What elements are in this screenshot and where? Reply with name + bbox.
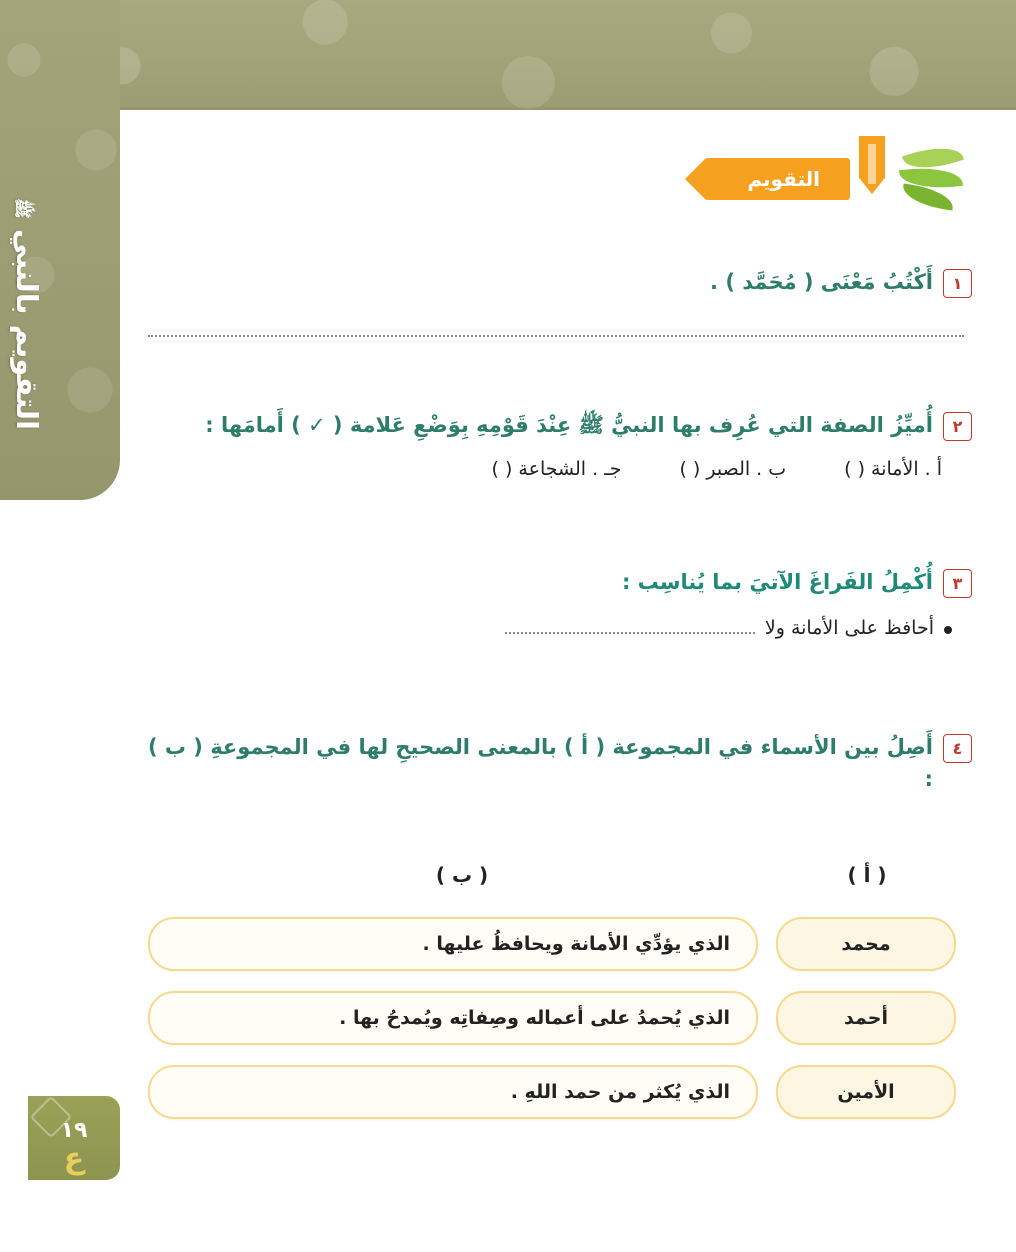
question-2-options xyxy=(142,458,972,480)
question-4-number: ٤ xyxy=(943,734,972,763)
bullet-icon xyxy=(944,626,952,634)
question-1 xyxy=(142,267,972,337)
leaves-icon xyxy=(888,143,970,215)
question-3-number: ٣ xyxy=(943,569,972,598)
meaning-pill[interactable]: الذي يؤدِّي الأمانة ويحافظُ عليها . xyxy=(148,917,758,971)
decorative-side-band xyxy=(0,0,120,500)
option-c[interactable]: جـ . الشجاعة ( ) xyxy=(491,457,622,480)
question-3-bullet-text: أحافظ على الأمانة ولا xyxy=(764,616,934,639)
page-number-badge xyxy=(28,1096,120,1180)
question-2-head xyxy=(142,410,972,442)
column-b-header: ( ب ) xyxy=(435,863,489,887)
question-3-text: أُكْمِلُ الفَراغَ الآتيَ بما يُناسِب : xyxy=(621,570,933,594)
worksheet-content xyxy=(120,112,990,1232)
question-2-text: أُميِّزُ الصفة التي عُرِف بها النبيُّ ﷺ عِنْدَ قَوْمِهِ بِوَضْعِ عَلامة ( ✓ ) أَمامَها : xyxy=(205,413,933,437)
question-4-head xyxy=(142,732,972,795)
question-4 xyxy=(142,732,972,1139)
question-3-head xyxy=(142,567,972,599)
name-pill[interactable]: محمد xyxy=(776,917,956,971)
table-row xyxy=(142,917,972,971)
question-1-number: ١ xyxy=(943,269,972,298)
question-1-text: أَكْتُبُ مَعْنَى ( مُحَمَّد ) . xyxy=(710,270,933,294)
decorative-top-band xyxy=(0,0,1016,110)
question-1-head xyxy=(142,267,972,299)
pen-icon xyxy=(850,136,894,222)
option-a[interactable]: أ . الأمانة ( ) xyxy=(844,457,942,480)
question-4-text: أَصِلُ بين الأسماء في المجموعة ( أ ) بالمعنى الصحيحِ لها في المجموعةِ ( ب ) : xyxy=(147,735,933,791)
column-a-header: ( أ ) xyxy=(847,863,887,887)
leaf-icon: ع xyxy=(63,1141,85,1176)
pbuh-symbol: ﷺ xyxy=(12,198,32,219)
answer-line-1[interactable] xyxy=(148,335,964,337)
meaning-pill[interactable]: الذي يُحمدُ على أعماله وصِفاتِه ويُمدحُ بها . xyxy=(148,991,758,1045)
question-2-number: ٢ xyxy=(943,412,972,441)
matching-rows xyxy=(142,917,972,1119)
question-3-bullet xyxy=(142,617,972,639)
option-b[interactable]: ب . الصبر ( ) xyxy=(679,457,787,480)
question-3 xyxy=(142,567,972,639)
side-chapter-title xyxy=(8,110,44,430)
name-pill[interactable]: أحمد xyxy=(776,991,956,1045)
question-2 xyxy=(142,410,972,480)
evaluation-label: التقويم xyxy=(705,158,850,200)
side-chapter-title-text: التقويم بالنبي xyxy=(10,228,44,430)
meaning-pill[interactable]: الذي يُكثر من حمد اللهِ . xyxy=(148,1065,758,1119)
matching-headers xyxy=(142,863,972,887)
answer-line-3[interactable] xyxy=(505,618,755,634)
page-number: ١٩ xyxy=(60,1118,88,1143)
name-pill[interactable]: الأمين xyxy=(776,1065,956,1119)
evaluation-banner xyxy=(705,142,972,216)
table-row xyxy=(142,991,972,1045)
table-row xyxy=(142,1065,972,1119)
